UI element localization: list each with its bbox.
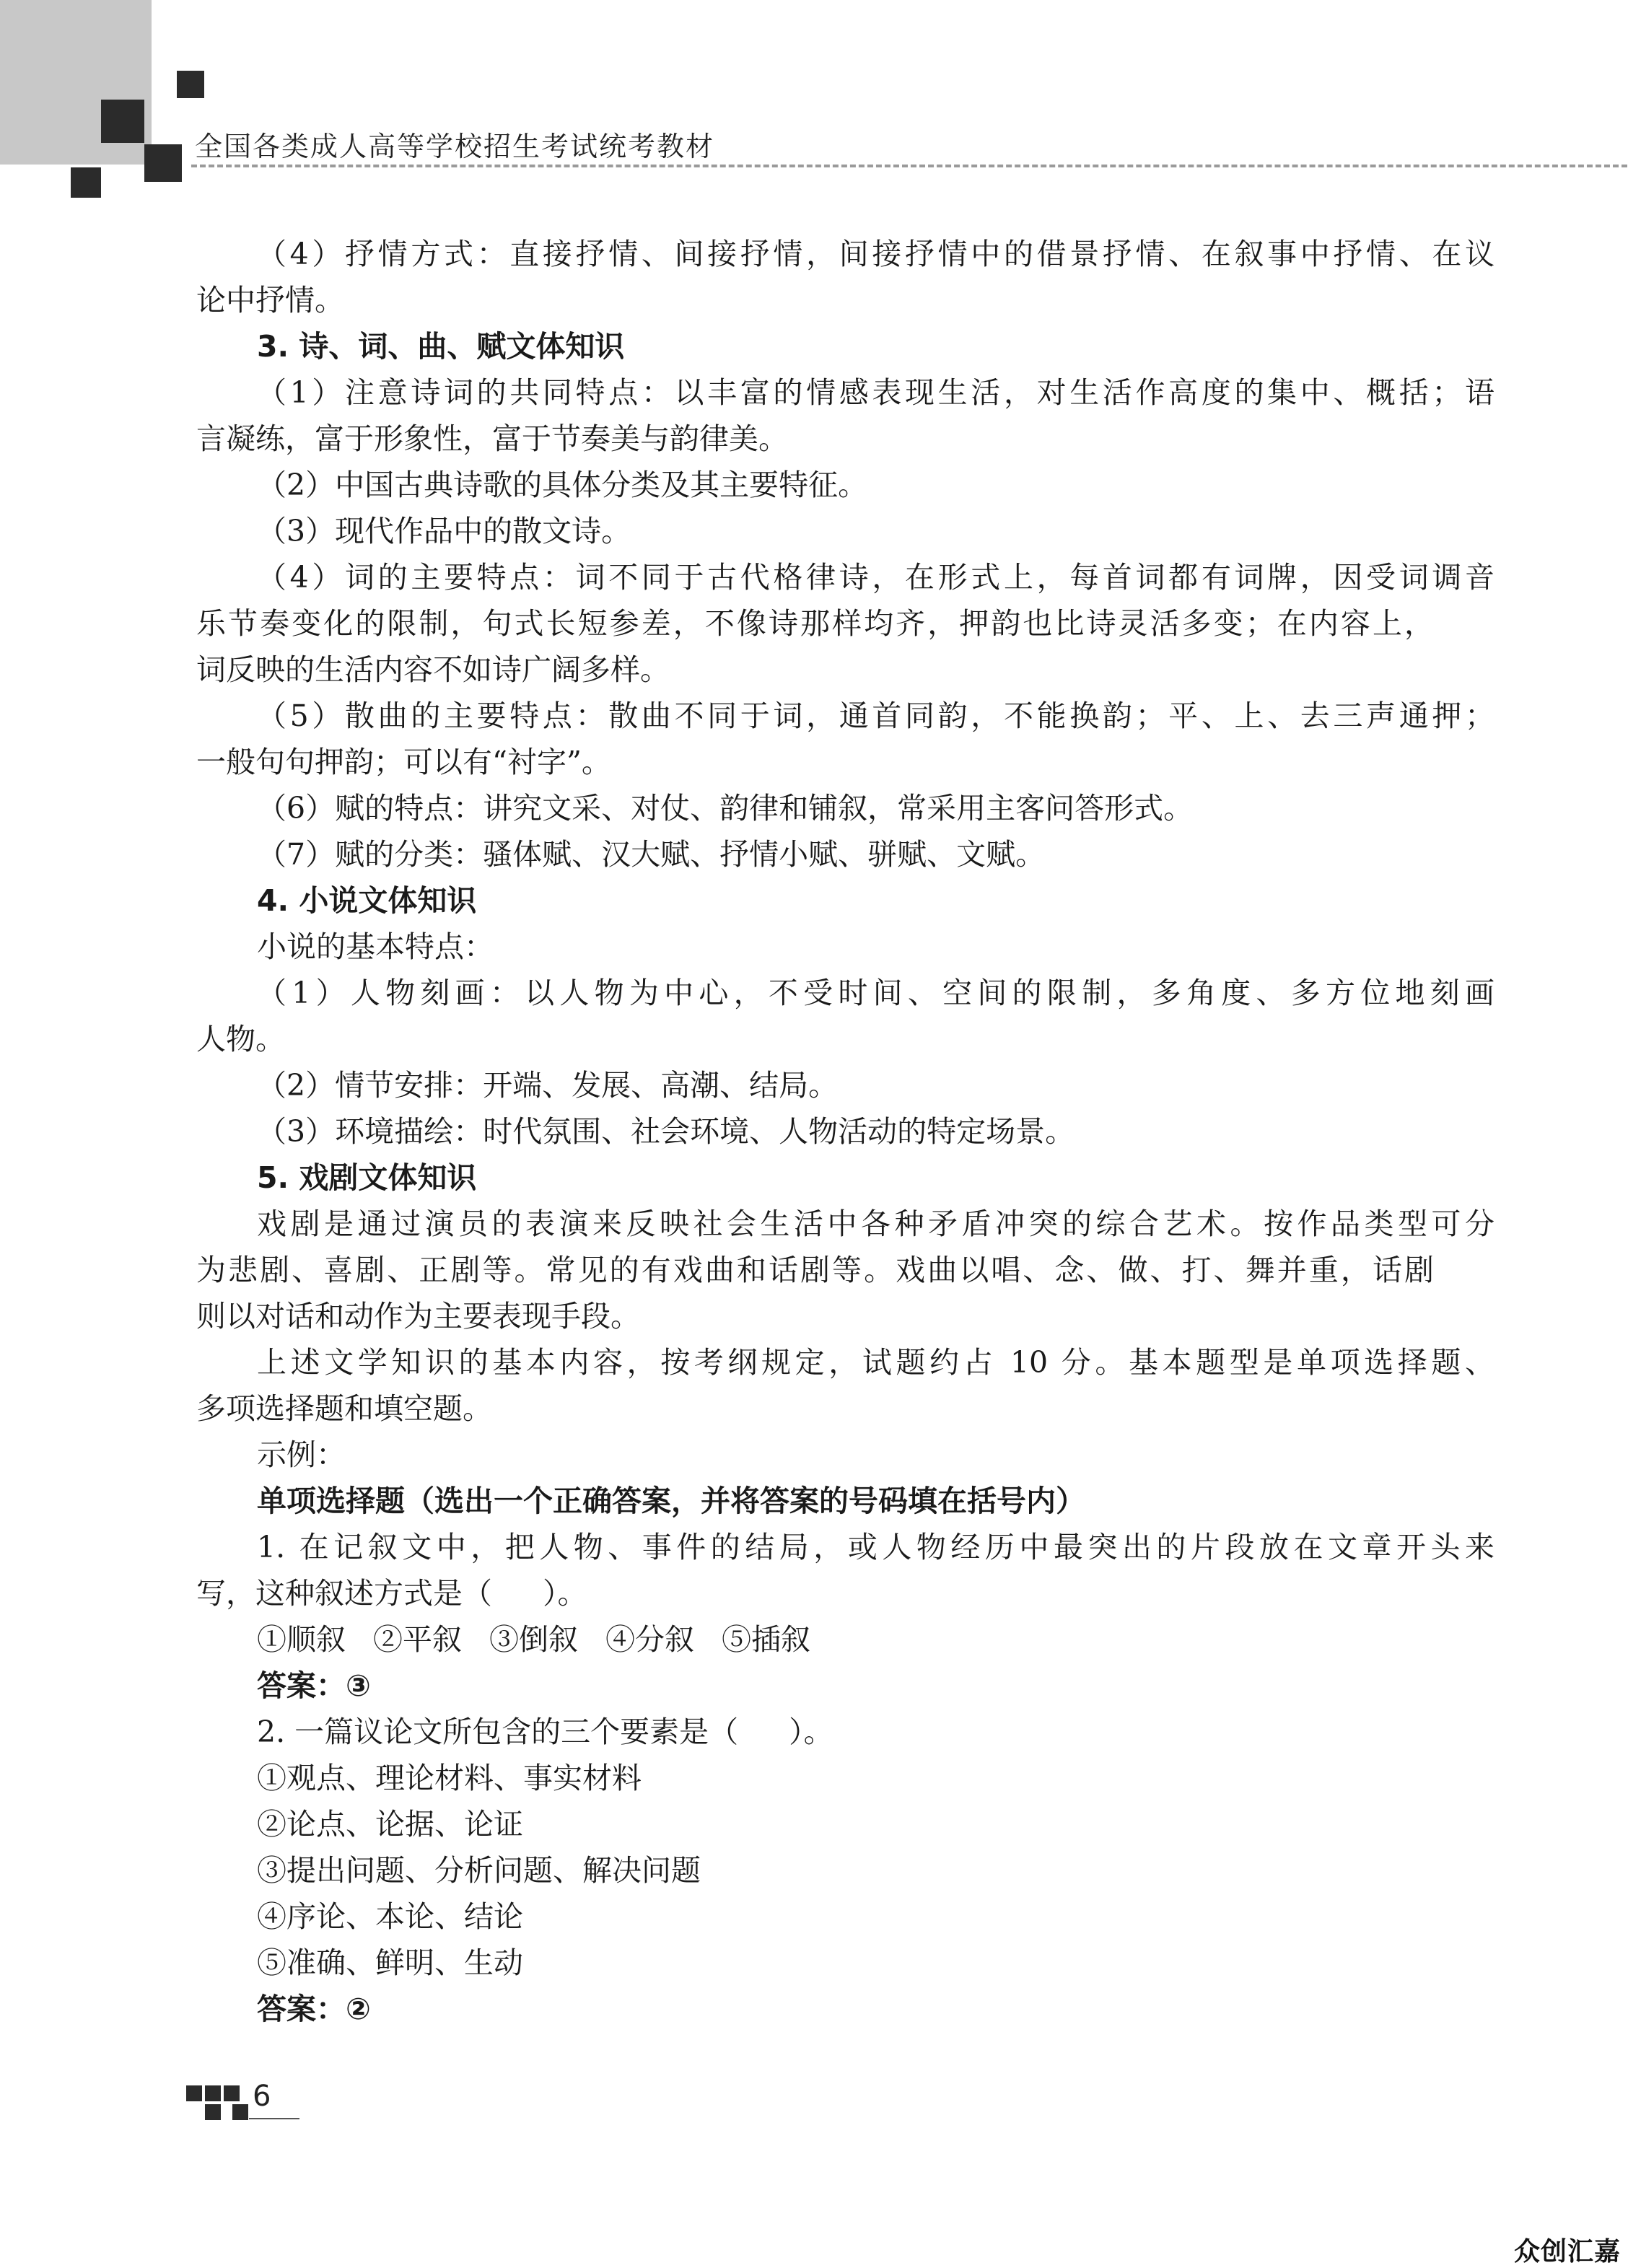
option: ④分叙 (605, 1622, 694, 1657)
text-line: （3）环境描绘：时代氛围、社会环境、人物活动的特定场景。 (257, 1114, 1075, 1149)
text-line: （2）情节安排：开端、发展、高潮、结局。 (257, 1068, 839, 1103)
option: ③倒叙 (489, 1622, 578, 1657)
text-line: 乐节奏变化的限制，句式长短参差，不像诗那样均齐，押韵也比诗灵活多变；在内容上， (196, 606, 1434, 641)
page-number: 6 (253, 2080, 271, 2113)
text-line: （4）词的主要特点：词不同于古代格律诗，在形式上，每首词都有词牌，因受词调音 (257, 560, 1494, 595)
question-1-cont-b: ）。 (543, 1576, 587, 1611)
text-line: 一般句句押韵；可以有“衬字”。 (196, 745, 611, 779)
text-line: 示例： (257, 1437, 346, 1472)
option: ⑤准确、鲜明、生动 (257, 1945, 523, 1980)
text-line: 小说的基本特点： (257, 929, 494, 964)
text-line: 多项选择题和填空题。 (196, 1391, 492, 1426)
question-2 (257, 1710, 1494, 1753)
section-heading: 5. 戏剧文体知识 (257, 1160, 477, 1195)
text-line: 则以对话和动作为主要表现手段。 (196, 1299, 640, 1334)
option: ①观点、理论材料、事实材料 (257, 1761, 642, 1795)
section-heading: 3. 诗、词、曲、赋文体知识 (257, 329, 625, 364)
text-line: （1）人物刻画：以人物为中心，不受时间、空间的限制，多角度、多方位地刻画 (257, 976, 1494, 1010)
header-title: 全国各类成人高等学校招生考试统考教材 (195, 131, 715, 162)
question-1-cont (196, 1572, 1434, 1615)
header-square-4 (71, 167, 101, 198)
question-1-options (257, 1618, 1494, 1661)
watermark-text: 众创汇嘉 (1514, 2237, 1622, 2267)
text-line: 上述文学知识的基本内容，按考纲规定，试题约占 10 分。基本题型是单项选择题、 (257, 1345, 1494, 1380)
answer-2: 答案：② (257, 1992, 371, 2026)
text-line: （3）现代作品中的散文诗。 (257, 514, 631, 548)
option: ②平叙 (373, 1622, 462, 1657)
answer-1: 答案：③ (257, 1668, 371, 1703)
header-dashed-rule (191, 165, 1627, 167)
section-heading: 单项选择题（选出一个正确答案，并将答案的号码填在括号内） (257, 1484, 1085, 1518)
option: ②论点、论据、论证 (257, 1807, 523, 1842)
footer-square-5 (232, 2104, 248, 2120)
question-2-a: 2. 一篇议论文所包含的三个要素是（ (257, 1715, 739, 1749)
option: ④序论、本论、结论 (257, 1899, 523, 1934)
footer-square-2 (205, 2085, 221, 2101)
text-line: 论中抒情。 (196, 283, 344, 318)
text-line: 人物。 (196, 1022, 285, 1056)
text-line: （7）赋的分类：骚体赋、汉大赋、抒情小赋、骈赋、文赋。 (257, 837, 1046, 872)
header-square-3 (144, 144, 182, 182)
footer-square-3 (224, 2085, 240, 2101)
text-line: （5）散曲的主要特点：散曲不同于词，通首同韵，不能换韵；平、上、去三声通押； (257, 699, 1494, 733)
header-square-1 (177, 71, 204, 98)
question-2-b: ）。 (789, 1715, 833, 1749)
text-line: （4）抒情方式：直接抒情、间接抒情，间接抒情中的借景抒情、在叙事中抒情、在议 (257, 237, 1494, 271)
text-line: （1）注意诗词的共同特点：以丰富的情感表现生活，对生活作高度的集中、概括；语 (257, 375, 1494, 410)
question-1-cont-a: 写，这种叙述方式是（ (196, 1576, 492, 1611)
question-1: 1. 在记叙文中，把人物、事件的结局，或人物经历中最突出的片段放在文章开头来 (257, 1530, 1494, 1564)
footer-square-4 (205, 2104, 221, 2120)
footer-rule (249, 2118, 299, 2119)
header-square-2 (101, 100, 144, 143)
text-line: （6）赋的特点：讲究文采、对仗、韵律和铺叙，常采用主客问答形式。 (257, 791, 1194, 826)
text-line: 戏剧是通过演员的表演来反映社会生活中各种矛盾冲突的综合艺术。按作品类型可分 (257, 1207, 1494, 1241)
option: ③提出问题、分析问题、解决问题 (257, 1853, 701, 1888)
option: ⑤插叙 (722, 1622, 810, 1657)
section-heading: 4. 小说文体知识 (257, 883, 477, 918)
text-line: （2）中国古典诗歌的具体分类及其主要特征。 (257, 468, 868, 502)
text-line: 词反映的生活内容不如诗广阔多样。 (196, 652, 670, 687)
footer-square-1 (186, 2085, 202, 2101)
text-line: 为悲剧、喜剧、正剧等。常见的有戏曲和话剧等。戏曲以唱、念、做、打、舞并重，话剧 (196, 1253, 1434, 1287)
option: ①顺叙 (257, 1622, 346, 1657)
text-line: 言凝练，富于形象性，富于节奏美与韵律美。 (196, 421, 788, 456)
